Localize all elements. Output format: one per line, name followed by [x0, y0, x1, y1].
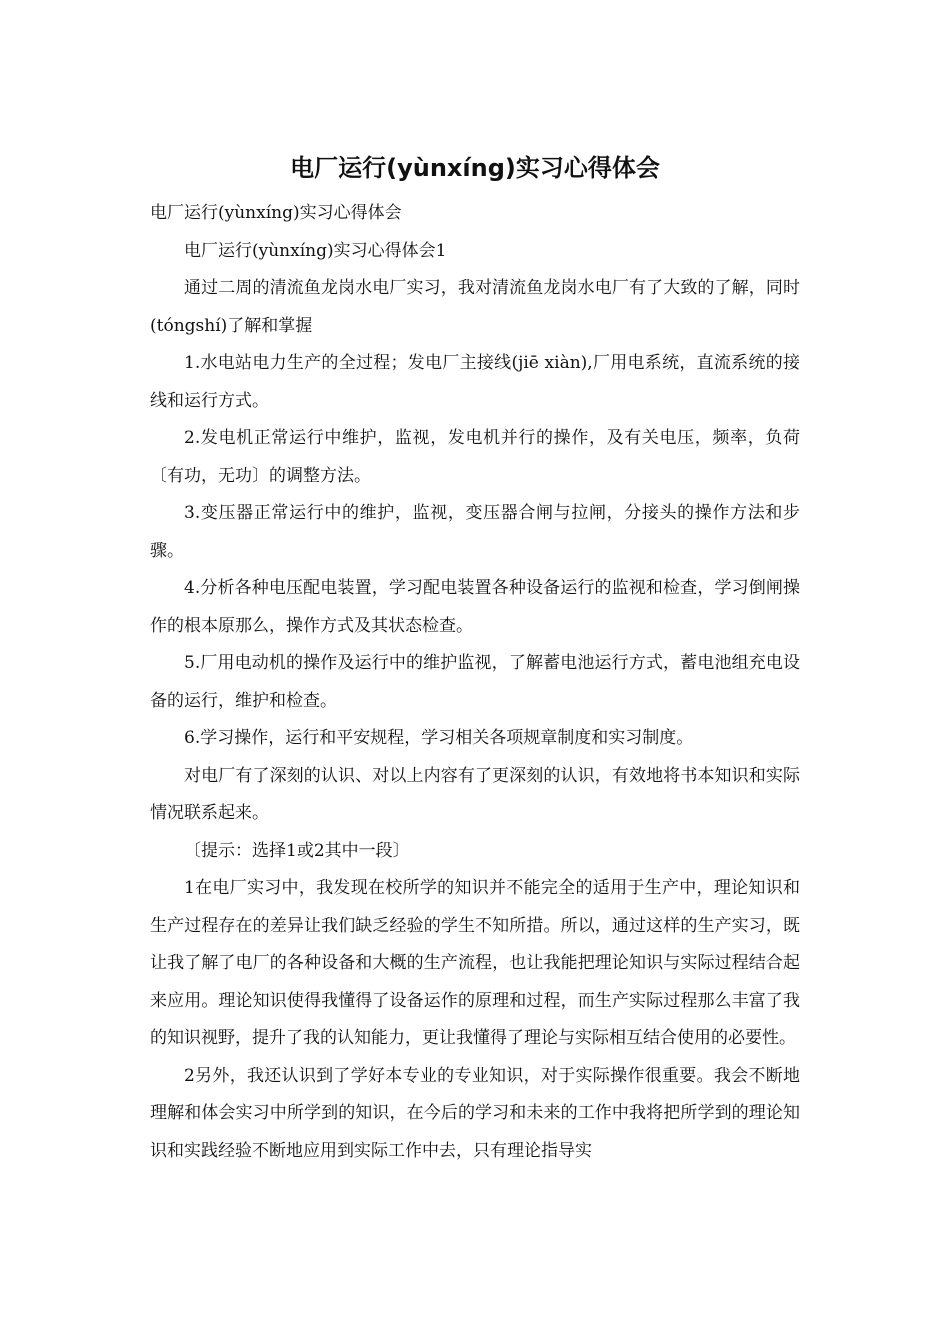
paragraph-item-3: 3.变压器正常运行中的维护，监视，变压器合闸与拉闸，分接头的操作方法和步骤。 — [150, 503, 800, 561]
paragraph-item-5: 5.厂用电动机的操作及运行中的维护监视，了解蓄电池运行方式，蓄电池组充电设备的运行，维护和检查。 — [150, 653, 800, 711]
paragraph-item-1: 1.水电站电力生产的全过程；发电厂主接线(jiē xiàn),厂用电系统，直流系统的接线和运行方式。 — [150, 353, 800, 411]
paragraph-option-1: 1在电厂实习中，我发现在校所学的知识并不能完全的适用于生产中，理论知识和生产过程存在的差异让我们缺乏经验的学生不知所措。所以，通过这样的生产实习，既让我了解了电厂的各种设备和大概的生产流程，也让我能把理论知识与实际过程结合起来应用。理论知识使得我懂得了设备运作的原理和过程，而生产实际过程那么丰富了我的知识视野，提升了我的认知能力，更让我懂得了理论与实际相互结合使用的必要性。 — [150, 878, 800, 1048]
paragraph-summary: 对电厂有了深刻的认识、对以上内容有了更深刻的认识，有效地将书本知识和实际情况联系起来。 — [150, 765, 800, 823]
paragraph-subtitle: 电厂运行(yùnxíng)实习心得体会 — [150, 203, 402, 223]
paragraph-item-6: 6.学习操作，运行和平安规程，学习相关各项规章制度和实习制度。 — [184, 728, 694, 748]
paragraph-hint: 〔提示：选择1或2其中一段〕 — [184, 840, 410, 861]
document-title: 电厂运行(yùnxíng)实习心得体会 — [290, 154, 660, 182]
paragraph-intro: 通过二周的清流鱼龙岗水电厂实习，我对清流鱼龙岗水电厂有了大致的了解，同时(tóngshí)了解和掌握 — [150, 278, 800, 336]
paragraph-item-2: 2.发电机正常运行中维护，监视，发电机并行的操作，及有关电压，频率，负荷〔有功，无功〕的调整方法。 — [150, 428, 800, 486]
paragraph-item-4: 4.分析各种电压配电装置，学习配电装置各种设备运行的监视和检查，学习倒闸操作的根本原那么，操作方式及其状态检查。 — [150, 578, 800, 636]
document-body — [150, 195, 800, 1170]
paragraph-section-heading: 电厂运行(yùnxíng)实习心得体会1 — [184, 240, 447, 261]
paragraph-option-2: 2另外，我还认识到了学好本专业的专业知识，对于实际操作很重要。我会不断地理解和体会实习中所学到的知识，在今后的学习和未来的工作中我将把所学到的理论知识和实践经验不断地应用到实际工作中去，只有理论指导实 — [150, 1065, 800, 1161]
